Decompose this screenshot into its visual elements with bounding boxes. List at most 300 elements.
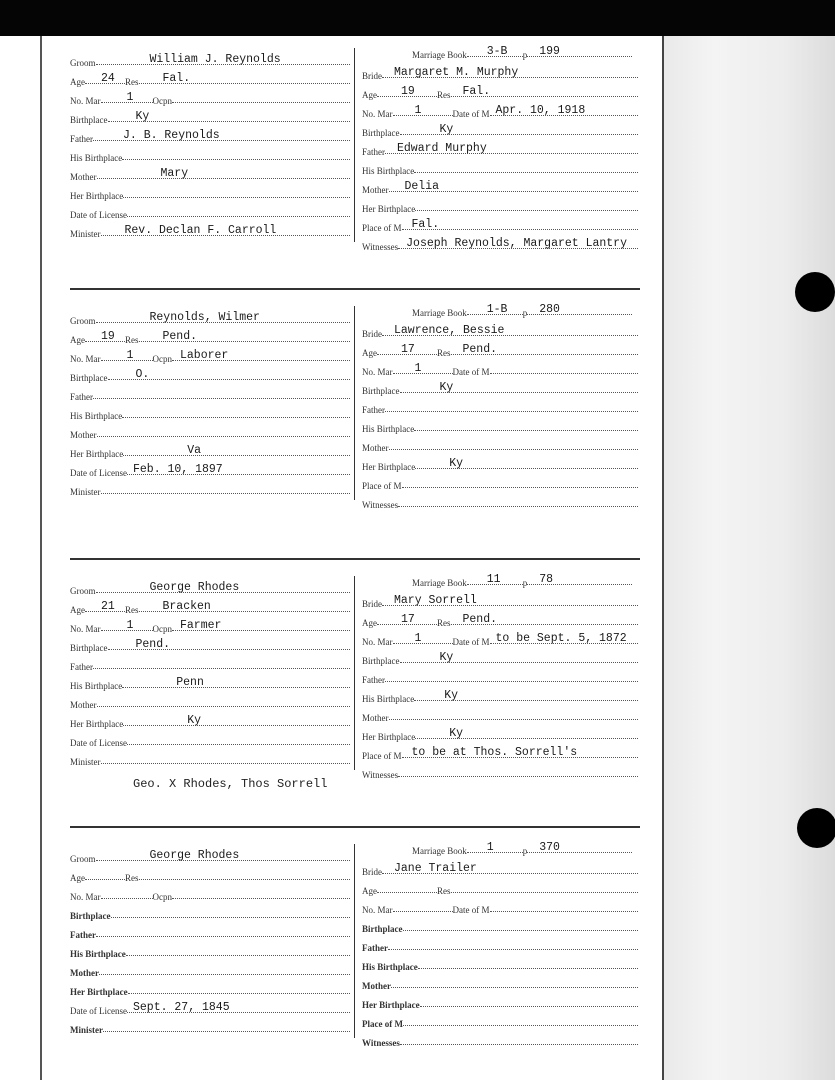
minister-row [70,481,350,497]
mother-row [70,694,350,710]
dotted-line [93,398,350,399]
field-label: Place of M [362,1019,403,1029]
field-label: Birthplace [362,128,400,138]
field-label: Marriage Book [412,578,467,588]
mother-row [70,424,350,440]
field-label: Bride [362,867,382,877]
field-label: His Birthplace [70,681,123,691]
field-label: Age [70,77,85,87]
witnesses-row [362,1032,638,1048]
dotted-line [490,911,639,912]
field-label: Minister [70,229,101,239]
field-label: Groom [70,316,96,326]
his-birthplace-row [362,418,638,434]
field-label: Res [437,90,451,100]
field-label: His Birthplace [362,424,415,434]
field-label: Mother [70,172,97,182]
field-label: Mother [362,713,389,723]
field-value: Fal. [162,72,191,85]
field-value: 1 [414,362,422,375]
field-value: 3-B [486,45,508,58]
no-mar-date-row [362,631,638,647]
field-value: Bracken [162,600,211,613]
minister-row [70,751,350,767]
dotted-line [97,706,351,707]
field-label: Groom [70,58,96,68]
field-value: Fal. [411,218,440,231]
field-label: Mother [362,981,391,991]
field-label: Res [437,886,451,896]
field-label: Groom [70,586,96,596]
no-mar-row [70,618,350,634]
card-separator [70,288,640,290]
field-label: Her Birthplace [362,204,416,214]
field-label: Res [125,605,139,615]
scan-top-border [0,0,835,36]
field-value: 1 [414,104,422,117]
field-label: Res [125,77,139,87]
field-label: Mother [362,443,389,453]
father-row [70,386,350,402]
field-value: 1 [126,91,134,104]
field-value: Ky [187,714,202,727]
field-label: Her Birthplace [70,191,124,201]
field-value: 21 [101,600,115,613]
field-label: Groom [70,854,96,864]
field-label: Marriage Book [412,846,467,856]
her-birthplace-row [70,981,350,997]
field-label: Date of License [70,210,127,220]
card-separator [70,558,640,560]
birthplace-row [362,650,638,666]
dotted-line [101,898,153,899]
date-of-license-row [70,204,350,220]
no-mar-row [70,348,350,364]
age-res-row [70,329,350,345]
field-label: Witnesses [362,500,399,510]
field-label: Date of M [452,109,490,119]
his-birthplace-row [362,160,638,176]
dotted-line [490,373,639,374]
field-label: No. Mar [362,109,393,119]
place-of-m-row [362,475,638,491]
field-label: Date of License [70,738,127,748]
field-label: Minister [70,1025,103,1035]
field-label: Her Birthplace [70,987,128,997]
signature-note: Geo. X Rhodes, Thos Sorrell [133,777,328,791]
field-label: Father [362,675,385,685]
field-value: George Rhodes [149,849,240,862]
dotted-line [96,936,350,937]
dotted-line [127,216,350,217]
dotted-line [377,892,437,893]
field-label: Mother [70,700,97,710]
field-value: Penn [176,676,204,689]
her-birthplace-row [362,726,638,742]
field-label: Place of M [362,481,402,491]
field-value: Pend. [135,638,171,651]
field-label: His Birthplace [362,962,418,972]
field-label: Father [362,405,385,415]
dotted-line [139,879,351,880]
field-label: Age [362,618,377,628]
field-value: Rev. Declan F. Carroll [124,224,277,237]
dotted-line [415,210,638,211]
field-value: George Rhodes [149,581,240,594]
field-label: Birthplace [362,924,403,934]
dotted-line [122,687,350,688]
his-birthplace-row [362,688,638,704]
field-label: Her Birthplace [362,462,416,472]
mother-row [362,179,638,195]
field-label: Her Birthplace [70,449,124,459]
field-value: Pend. [162,330,198,343]
bride-row [362,593,638,609]
field-label: Father [70,134,93,144]
field-label: Ocpn [152,354,172,364]
field-value: 1 [414,632,422,645]
field-value: 78 [539,573,554,586]
witnesses-row [362,764,638,780]
dotted-line [97,436,351,437]
field-value: Margaret M. Murphy [394,66,519,79]
field-value: Mary Sorrell [394,594,477,607]
field-label: Mother [70,430,97,440]
field-label: His Birthplace [70,153,123,163]
field-label: Father [70,930,96,940]
dotted-line [385,681,638,682]
dotted-line [127,744,350,745]
dotted-line [97,178,351,179]
dotted-line [403,1025,638,1026]
field-value: Mary [160,167,189,180]
field-value: Ky [449,727,464,740]
dotted-line [99,974,350,975]
field-value: Laborer [180,349,229,362]
scan-right-edge [662,36,835,1080]
field-label: p [522,846,528,856]
marriage-book-row [412,840,632,856]
his-birthplace-row [70,147,350,163]
field-label: No. Mar [70,624,101,634]
his-birthplace-row [70,675,350,691]
field-value: Farmer [180,619,222,632]
age-res-row [362,612,638,628]
card-column-divider [354,844,355,1038]
field-value: Ky [439,381,454,394]
place-of-m-row [362,1013,638,1029]
field-label: Birthplace [362,656,400,666]
groom-row [70,52,350,68]
dotted-line [393,911,453,912]
scan-left-edge [40,36,42,1080]
mother-row [362,437,638,453]
field-label: Father [70,662,93,672]
field-value: Reynolds, Wilmer [149,311,260,324]
dotted-line [389,719,639,720]
dotted-line [123,455,350,456]
field-label: Res [125,873,139,883]
field-value: Ky [449,457,464,470]
field-value: William J. Reynolds [149,53,281,66]
field-value: 1 [126,349,134,362]
her-birthplace-row [70,185,350,201]
field-label: Res [437,618,451,628]
witnesses-row [362,236,638,252]
field-label: Bride [362,599,382,609]
mother-row [70,166,350,182]
field-value: to be Sept. 5, 1872 [495,632,627,645]
dotted-line [400,1044,638,1045]
father-row [362,669,638,685]
field-label: p [522,308,528,318]
dotted-line [403,930,639,931]
birthplace-row [70,109,350,125]
date-of-license-row [70,1000,350,1016]
field-label: Age [362,348,377,358]
field-label: Age [70,335,85,345]
date-of-license-row [70,462,350,478]
age-res-row [362,84,638,100]
field-value: 370 [539,841,560,854]
field-label: Birthplace [362,386,400,396]
field-label: Witnesses [362,242,399,252]
field-label: Mother [362,185,389,195]
field-label: Father [362,147,385,157]
groom-row [70,580,350,596]
field-label: Her Birthplace [70,719,124,729]
age-res-row [70,599,350,615]
dotted-line [122,417,350,418]
field-label: Age [70,873,85,883]
field-value: Va [187,444,202,457]
dotted-line [451,892,639,893]
dotted-line [388,949,638,950]
field-label: p [522,50,528,60]
bride-row [362,861,638,877]
field-value: 19 [401,85,415,98]
her-birthplace-row [362,456,638,472]
dotted-line [385,411,638,412]
field-value: Delia [404,180,440,193]
birthplace-row [362,122,638,138]
dotted-line [111,917,351,918]
field-label: Birthplace [70,115,108,125]
his-birthplace-row [362,956,638,972]
age-res-row [362,880,638,896]
field-value: 280 [539,303,560,316]
father-row [70,656,350,672]
field-label: Date of M [452,905,490,915]
field-value: 1-B [486,303,508,316]
field-label: Res [125,335,139,345]
dotted-line [123,725,350,726]
field-label: Age [70,605,85,615]
no-mar-date-row [362,103,638,119]
minister-row [70,1019,350,1035]
birthplace-row [362,918,638,934]
dotted-line [101,493,351,494]
field-label: His Birthplace [362,166,415,176]
field-value: 17 [401,613,415,626]
father-row [70,128,350,144]
field-label: No. Mar [70,354,101,364]
field-label: Age [362,90,377,100]
dotted-line [103,1031,350,1032]
groom-row [70,310,350,326]
witnesses-row [362,494,638,510]
field-label: Date of License [70,1006,127,1016]
birthplace-row [70,367,350,383]
mother-row [362,975,638,991]
field-label: Witnesses [362,1038,400,1048]
age-res-row [362,342,638,358]
dotted-line [391,987,638,988]
field-value: Pend. [462,343,498,356]
mother-row [362,707,638,723]
her-birthplace-row [70,713,350,729]
dotted-line [123,197,350,198]
her-birthplace-row [70,443,350,459]
field-value: Ky [439,123,454,136]
father-row [362,141,638,157]
field-value: Ky [444,689,459,702]
dotted-line [126,955,350,956]
field-value: to be at Thos. Sorrell's [411,746,578,759]
bride-row [362,323,638,339]
age-res-row [70,867,350,883]
field-label: No. Mar [70,892,101,902]
dotted-line [414,172,638,173]
bride-row [362,65,638,81]
field-label: Father [70,392,93,402]
card-column-divider [354,48,355,242]
field-label: His Birthplace [70,949,126,959]
field-value: O. [135,368,150,381]
field-label: Marriage Book [412,308,467,318]
field-label: Father [362,943,388,953]
birthplace-row [70,637,350,653]
field-label: Place of M [362,751,402,761]
birthplace-row [362,380,638,396]
field-label: Marriage Book [412,50,467,60]
field-value: Ky [135,110,150,123]
field-value: 11 [486,573,501,586]
place-of-m-row [362,217,638,233]
field-label: No. Mar [362,637,393,647]
field-label: Birthplace [70,643,108,653]
dotted-line [101,763,351,764]
field-label: No. Mar [362,367,393,377]
field-value: 17 [401,343,415,356]
field-value: Ky [439,651,454,664]
dotted-line [398,506,638,507]
field-label: p [522,578,528,588]
field-label: Ocpn [152,624,172,634]
punch-hole [797,808,835,848]
field-label: Witnesses [362,770,399,780]
her-birthplace-row [362,198,638,214]
no-mar-date-row [362,361,638,377]
field-value: Joseph Reynolds, Margaret Lantry [406,237,627,250]
field-value: 199 [539,45,560,58]
field-label: Minister [70,487,101,497]
dotted-line [85,879,125,880]
field-label: Date of M [452,637,490,647]
field-label: Minister [70,757,101,767]
dotted-line [414,430,638,431]
field-label: No. Mar [362,905,393,915]
father-row [362,399,638,415]
groom-row [70,848,350,864]
marriage-book-row [412,572,632,588]
field-label: Ocpn [152,892,172,902]
field-label: His Birthplace [362,694,415,704]
field-label: Bride [362,71,382,81]
dotted-line [398,776,638,777]
field-value: 1 [126,619,134,632]
field-label: No. Mar [70,96,101,106]
field-value: 24 [101,72,115,85]
no-mar-date-row [362,899,638,915]
dotted-line [128,993,350,994]
field-label: Her Birthplace [362,1000,420,1010]
dotted-line [418,968,638,969]
date-of-license-row [70,732,350,748]
field-value: Edward Murphy [397,142,487,155]
father-row [362,937,638,953]
card-column-divider [354,576,355,770]
field-label: Place of M [362,223,402,233]
his-birthplace-row [70,405,350,421]
field-value: Apr. 10, 1918 [495,104,586,117]
marriage-book-row [412,44,632,60]
field-label: Mother [70,968,99,978]
field-label: Her Birthplace [362,732,416,742]
dotted-line [122,159,350,160]
field-label: His Birthplace [70,411,123,421]
card-separator [70,826,640,828]
field-value: Jane Trailer [394,862,477,875]
field-label: Date of License [70,468,127,478]
field-value: Fal. [462,85,491,98]
field-label: Birthplace [70,373,108,383]
field-value: Feb. 10, 1897 [132,463,223,476]
minister-row [70,223,350,239]
no-mar-row [70,886,350,902]
place-of-m-row [362,745,638,761]
field-value: 19 [101,330,115,343]
her-birthplace-row [362,994,638,1010]
dotted-line [172,898,350,899]
field-label: Date of M [452,367,490,377]
punch-hole [795,272,835,312]
no-mar-row [70,90,350,106]
field-value: 1 [486,841,494,854]
birthplace-row [70,905,350,921]
marriage-book-row [412,302,632,318]
field-value: Lawrence, Bessie [394,324,505,337]
age-res-row [70,71,350,87]
dotted-line [93,668,350,669]
field-value: Sept. 27, 1845 [132,1001,230,1014]
field-label: Birthplace [70,911,111,921]
dotted-line [172,102,350,103]
mother-row [70,962,350,978]
card-column-divider [354,306,355,500]
field-label: Res [437,348,451,358]
dotted-line [420,1006,638,1007]
